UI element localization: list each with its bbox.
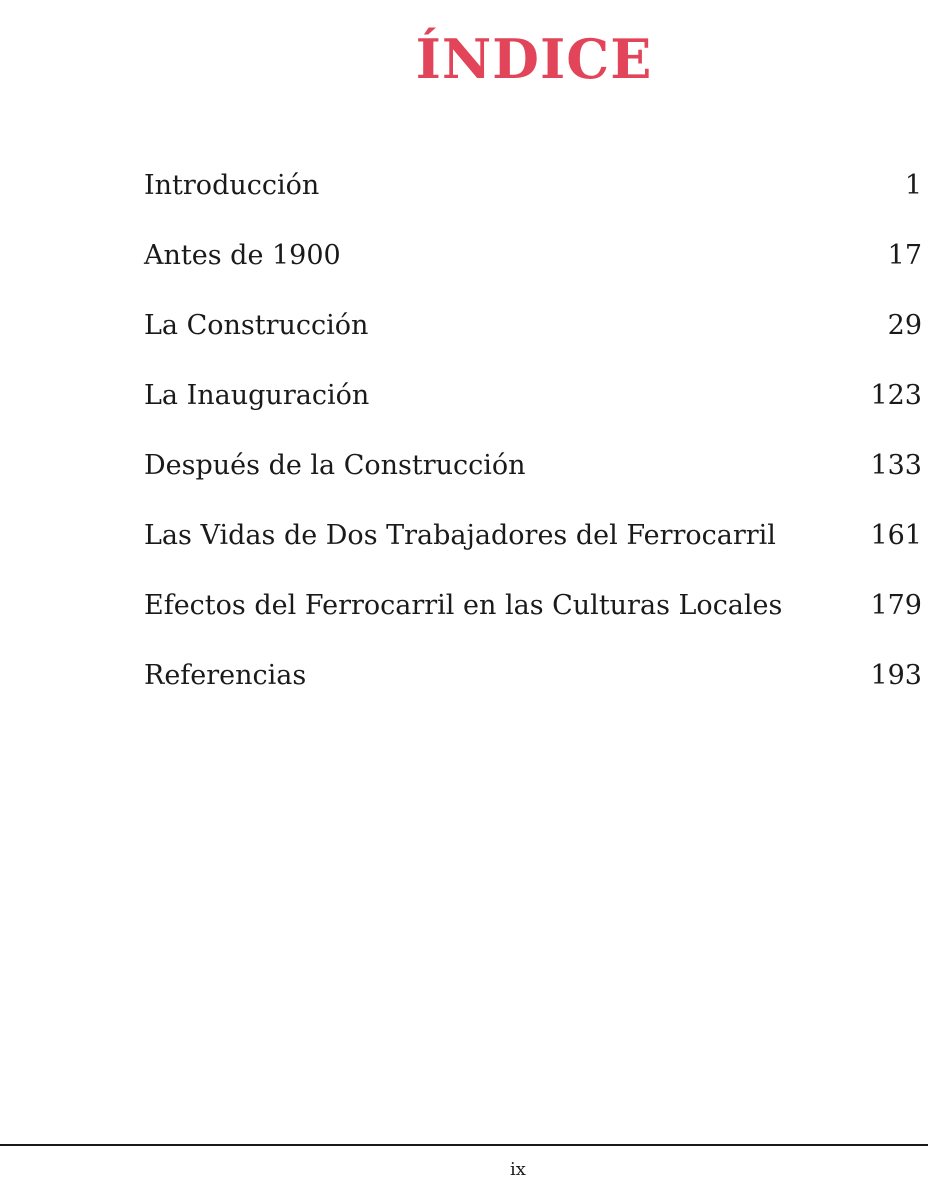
toc-entry-title: Después de la Construcción bbox=[144, 450, 526, 481]
toc-entry[interactable] bbox=[144, 650, 922, 720]
toc-entry-title: La Construcción bbox=[144, 310, 369, 341]
toc-entry-title: Efectos del Ferrocarril en las Culturas Locales bbox=[144, 590, 783, 621]
toc-entry[interactable] bbox=[144, 370, 922, 440]
toc-entry-page: 29 bbox=[887, 310, 922, 341]
page-title: ÍNDICE bbox=[415, 27, 653, 91]
toc-entry-page: 133 bbox=[870, 450, 922, 481]
toc-entry-title: Introducción bbox=[144, 170, 320, 201]
toc-entry-title: La Inauguración bbox=[144, 380, 370, 411]
toc-entry[interactable] bbox=[144, 440, 922, 510]
toc-entry-page: 1 bbox=[904, 170, 922, 201]
toc-entry[interactable] bbox=[144, 230, 922, 300]
toc-entry-page: 179 bbox=[870, 590, 922, 621]
toc-entry-title: Referencias bbox=[144, 660, 307, 691]
toc-entry-page: 161 bbox=[870, 520, 922, 551]
toc-entry[interactable] bbox=[144, 300, 922, 370]
toc-entry-page: 193 bbox=[870, 660, 922, 691]
toc-entry-page: 17 bbox=[887, 240, 922, 271]
toc-entry-title: Antes de 1900 bbox=[144, 240, 341, 271]
page-number: ix bbox=[510, 1159, 526, 1180]
toc-entry-page: 123 bbox=[870, 380, 922, 411]
toc-entry-title: Las Vidas de Dos Trabajadores del Ferrocarril bbox=[144, 520, 776, 551]
toc-entry[interactable] bbox=[144, 510, 922, 580]
toc-entry[interactable] bbox=[144, 160, 922, 230]
footer-divider bbox=[0, 1144, 928, 1146]
table-of-contents bbox=[144, 160, 922, 720]
toc-entry[interactable] bbox=[144, 580, 922, 650]
